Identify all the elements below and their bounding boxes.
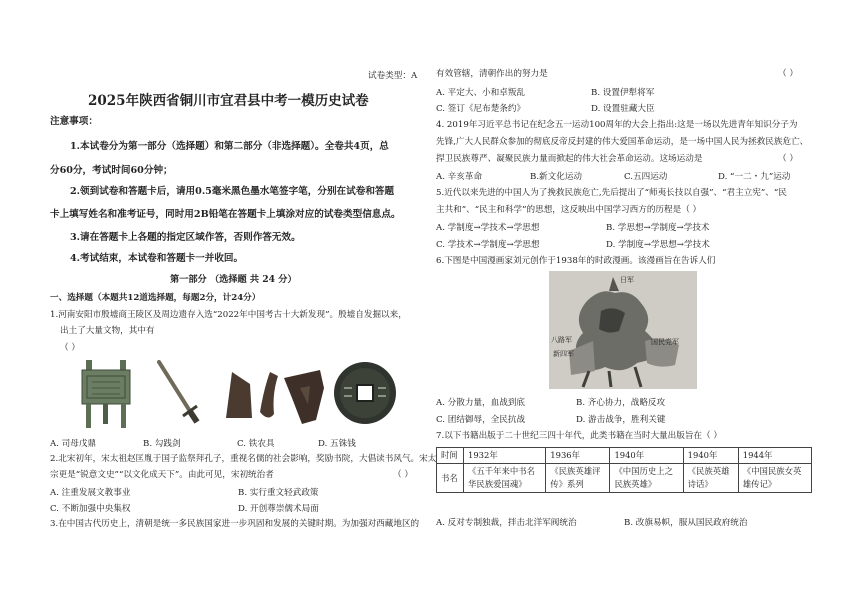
- book-title-line: 《中国民族女英: [742, 466, 802, 476]
- q1-option-a[interactable]: A. 司母戊鼎: [50, 439, 97, 449]
- notes-heading: 注意事项：: [50, 116, 98, 127]
- notes-item: 3.请在答题卡上各题的指定区域作答，否则作答无效。: [70, 232, 301, 243]
- cartoon-drawing: [549, 271, 697, 389]
- book-title-line: 《五千年来中书名: [468, 466, 535, 476]
- coin-image: [332, 360, 398, 426]
- table-cell: [464, 464, 546, 493]
- q6-option-a[interactable]: A. 分散力量，血战到底: [436, 398, 526, 408]
- q5-option-d[interactable]: D. 学制度→学思想→学技术: [606, 240, 710, 250]
- q3-option-d[interactable]: D. 设置驻藏大臣: [591, 104, 655, 114]
- table-cell: [546, 464, 610, 493]
- q4-answer-bracket: （ ）: [778, 154, 798, 164]
- q6-option-c[interactable]: C. 团结御辱，全民抗战: [436, 415, 526, 425]
- q1-option-c[interactable]: C. 铁农具: [237, 439, 275, 449]
- q1-text-line: 出土了大量文物，其中有: [60, 326, 155, 336]
- q2-answer-bracket: （ ）: [393, 470, 413, 480]
- q2-option-b[interactable]: B. 实行重文轻武政策: [238, 488, 319, 498]
- q3-option-a[interactable]: A. 平定大、小和卓叛乱: [436, 88, 526, 98]
- notes-item: 4.考试结束，本试卷和答题卡一并收回。: [70, 253, 244, 264]
- paper-type: 试卷类型：A: [368, 71, 418, 81]
- section-heading: 一、选择题（本题共12道选择题，每题2分，计24分）: [50, 293, 261, 303]
- q4-text-line: 捍卫民族尊严、凝聚民族力量而掀起的伟大社会革命运动。这场运动是: [436, 154, 703, 164]
- cartoon-label: 八路军: [551, 336, 572, 344]
- table-cell: [610, 464, 683, 493]
- table-header-cell: 书名: [437, 464, 464, 493]
- table-cell: 1932年: [464, 448, 546, 464]
- q5-option-c[interactable]: C. 学技术→学制度→学思想: [436, 240, 540, 250]
- q4-option-c[interactable]: C.五四运动: [624, 172, 668, 182]
- book-title-line: 华民族爱国魂》: [468, 479, 527, 489]
- book-title-line: 传》系列: [550, 479, 584, 489]
- q2-option-d[interactable]: D. 开创尊崇儒术局面: [238, 504, 319, 514]
- book-title-line: 《民族英雄评: [550, 466, 601, 476]
- q6-option-b[interactable]: B. 齐心协力，战略反攻: [576, 398, 666, 408]
- q1-option-b[interactable]: B. 勾践剑: [143, 439, 181, 449]
- notes-item: 2.领到试卷和答题卡后，请用0.5毫米黑色墨水笔签字笔，分别在试卷和答题: [70, 186, 395, 197]
- notes-item: 1.本试卷分为第一部分（选择题）和第二部分（非选择题）。全卷共4页，总: [70, 141, 389, 152]
- part1-title: 第一部分 （选择题 共 24 分）: [170, 274, 297, 285]
- q7-option-a[interactable]: A. 反对专制独裁，拌击北洋军阀统治: [436, 518, 577, 528]
- q3-text-line: 有效管辖，清朝作出的努力是: [436, 69, 548, 79]
- q7-option-b[interactable]: B. 改旗易帜，服从国民政府统治: [624, 518, 748, 528]
- q4-text-line: 4. 2019年习近平总书记在纪念五一运动100周年的大会上指出:这是一场以先进青年知识分子为: [436, 120, 798, 130]
- political-cartoon: [549, 271, 697, 389]
- q4-option-a[interactable]: A. 辛亥革命: [436, 172, 483, 182]
- q2-text-line: 宗更是“锐意文史”“以文化成天下”。由此可见，宋初统治者: [50, 470, 274, 480]
- book-title-line: 民族英雄》: [614, 479, 657, 489]
- cartoon-label: 日军: [620, 276, 634, 284]
- q4-text-line: 先锋,广大人民群众参加的彻底反帝反封建的伟大爱国革命运动，是一场中国人民为拯救民族危亡、: [436, 137, 809, 147]
- q5-option-b[interactable]: B. 学思想→学制度→学技术: [606, 223, 710, 233]
- q3-answer-bracket: （ ）: [778, 69, 798, 79]
- table-header-cell: 时间: [437, 448, 464, 464]
- q6-option-d[interactable]: D. 游击战争，胜利关键: [576, 415, 666, 425]
- table-cell: 1936年: [546, 448, 610, 464]
- q2-option-a[interactable]: A. 注重发展文教事业: [50, 488, 131, 498]
- q2-option-c[interactable]: C. 不断加强中央集权: [50, 504, 131, 514]
- notes-item: 分60分，考试时间60分钟；: [50, 165, 173, 176]
- sword-image: [153, 358, 205, 430]
- cartoon-label: 国民党军: [651, 338, 679, 346]
- books-table: [436, 447, 812, 493]
- q1-answer-bracket: （ ）: [60, 343, 80, 353]
- iron-farm-tools-image: [220, 358, 330, 430]
- q2-text-line: 2.北宋初年，宋太祖赵匡胤于国子监祭拜孔子，重视名儒的社会影响，奖励书院，大倡读书风气。宋太: [50, 454, 437, 464]
- q6-text-line: 6.下图是中国漫画家刘元创作于1938年的时政漫画。该漫画旨在告诉人们: [436, 256, 716, 266]
- notes-item: 卡上填写姓名和准考证号，同时用2B铅笔在答题卡上填涂对应的试卷类型信息点。: [50, 209, 401, 220]
- q3-text-line: 3.在中国古代历史上，清朝是统一多民族国家进一步巩固和发展的关键时期。为加强对西藏地区的: [50, 519, 420, 529]
- table-cell: [738, 464, 811, 493]
- exam-title: 2025年陕西省铜川市宜君县中考一模历史试卷: [88, 93, 369, 109]
- cartoon-label: 新四军: [553, 350, 574, 358]
- q4-option-b[interactable]: B.新文化运动: [530, 172, 583, 182]
- table-cell: 1940年: [610, 448, 683, 464]
- table-cell: 1940年: [683, 448, 738, 464]
- table-cell: [683, 464, 738, 493]
- book-title-line: 诗话》: [687, 479, 713, 489]
- book-title-line: 《民族英雄: [687, 466, 730, 476]
- book-title-line: 《中国历史上之: [614, 466, 674, 476]
- q5-text-line: 5.近代以来先进的中国人为了挽救民族危亡,先后提出了“师夷长技以自强”、“君主立宪”、“民: [436, 188, 787, 198]
- book-title-line: 雄传记》: [742, 479, 777, 489]
- q5-option-a[interactable]: A. 学制度→学技术→学思想: [436, 223, 540, 233]
- q4-option-d[interactable]: D. “一二・九”运动: [718, 172, 791, 182]
- q3-option-c[interactable]: C. 签订《尼布楚条约》: [436, 104, 526, 114]
- q3-option-b[interactable]: B. 设置伊犁将军: [591, 88, 655, 98]
- table-row: [437, 448, 812, 464]
- table-cell: 1944年: [738, 448, 811, 464]
- q5-text-line: 主共和”、“民主和科学”的思想，这反映出中国学习西方的历程是（ ）: [436, 205, 702, 215]
- q1-option-d[interactable]: D. 五铢钱: [318, 439, 356, 449]
- q1-text-line: 1.河南安阳市殷墟商王陵区及周边遗存入选“2022年中国考古十大新发现”。殷墟自发掘以来，: [50, 310, 407, 320]
- ding-cauldron-image: [78, 358, 134, 430]
- table-row: [437, 464, 812, 493]
- q7-text-line: 7.以下书籍出版于二十世纪三四十年代，此类书籍在当时大量出版旨在（ ）: [436, 431, 722, 441]
